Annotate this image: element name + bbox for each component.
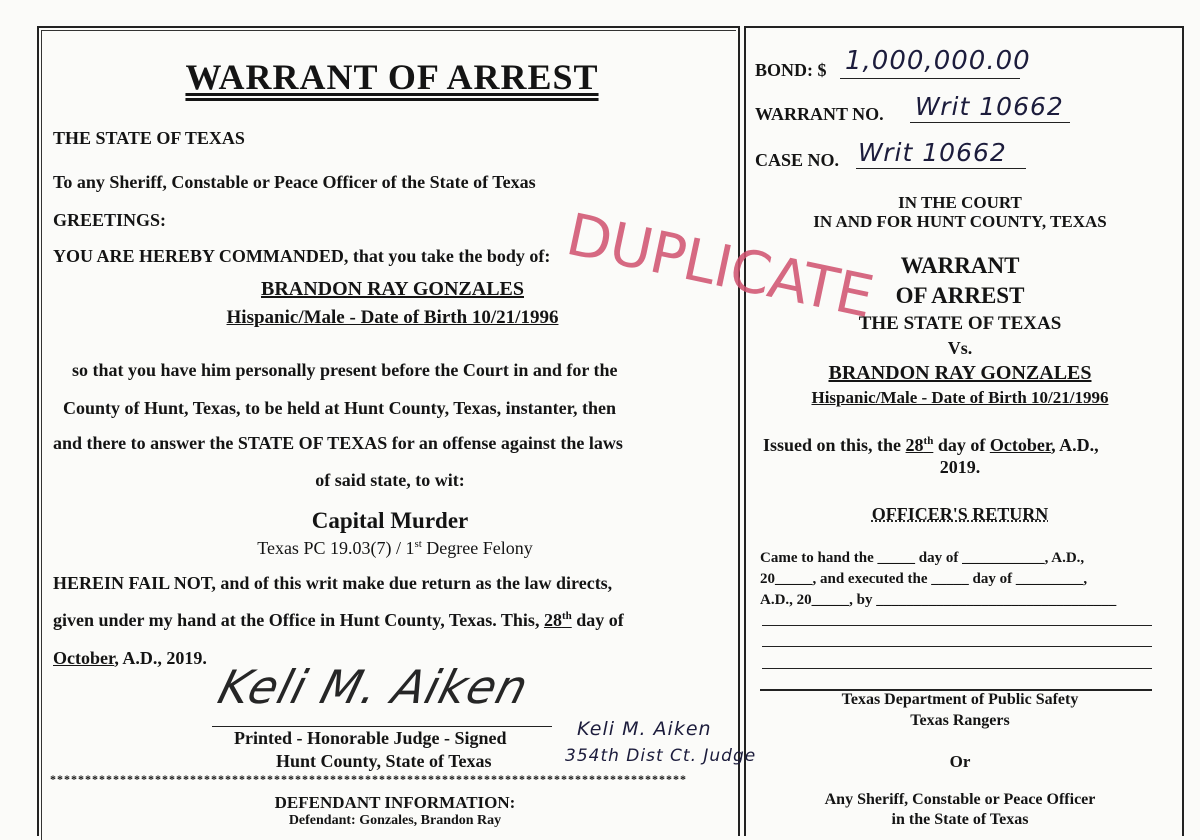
- commanded-line: YOU ARE HEREBY COMMANDED, that you take the body of:: [53, 246, 551, 266]
- star-divider: *******************************************************************************************: [50, 772, 687, 786]
- warrant-heading: WARRANT: [900, 253, 1020, 278]
- issued-line: Issued on this, the 28th day of October, A.D.,: [763, 435, 1099, 455]
- signature-line: [212, 726, 552, 727]
- court-line-2: IN AND FOR HUNT COUNTY, TEXAS: [813, 212, 1107, 231]
- offense: Capital Murder: [311, 508, 469, 533]
- court-line-1: IN THE COURT: [898, 193, 1022, 212]
- body-line-1: so that you have him personally present before the Court in and for the: [72, 360, 618, 380]
- warrant-no-underline: [910, 122, 1070, 123]
- state-of-texas: THE STATE OF TEXAS: [53, 128, 245, 148]
- dps-line-2: Texas Rangers: [910, 712, 1010, 729]
- defendant-info-line: Defendant: Gonzales, Brandon Ray: [288, 813, 502, 828]
- defendant-info-heading: DEFENDANT INFORMATION:: [274, 793, 516, 812]
- issued-year: 2019.: [939, 457, 981, 477]
- right-defendant-description: Hispanic/Male - Date of Birth 10/21/1996: [811, 388, 1109, 407]
- bond-underline: [840, 78, 1020, 79]
- dps-line-1: Texas Department of Public Safety: [841, 691, 1079, 708]
- printed-judge-name: Keli M. Aiken: [577, 718, 712, 740]
- bond-label: BOND: $: [755, 60, 827, 80]
- warrant-title: WARRANT OF ARREST: [185, 57, 599, 97]
- herein-fail-not: HEREIN FAIL NOT, and of this writ make due return as the law directs,: [53, 573, 613, 593]
- of-arrest-heading: OF ARREST: [895, 283, 1025, 308]
- body-line-2: County of Hunt, Texas, to be held at Hunt County, Texas, instanter, then: [63, 398, 616, 418]
- judge-title: 354th Dist Ct. Judge: [565, 746, 757, 766]
- return-blank-line-2: [762, 646, 1152, 647]
- duplicate-stamp: DUPLICATE: [560, 200, 879, 332]
- given-date: October, A.D., 2019.: [53, 648, 207, 668]
- warrant-no-label: WARRANT NO.: [755, 104, 884, 124]
- any-sheriff-line-2: in the State of Texas: [891, 811, 1029, 828]
- warrant-no-value: Writ 10662: [915, 92, 1064, 121]
- right-state-of-texas: THE STATE OF TEXAS: [858, 313, 1062, 334]
- hunt-county-label: Hunt County, State of Texas: [276, 751, 492, 771]
- case-no-label: CASE NO.: [755, 150, 840, 170]
- return-blank-line-3: [762, 668, 1152, 669]
- return-line-1: Came to hand the _____ day of ___________, A.D.,: [760, 550, 1085, 566]
- return-blank-line-1: [762, 625, 1152, 626]
- versus: Vs.: [947, 338, 973, 358]
- case-no-underline: [856, 168, 1026, 169]
- or-label: Or: [949, 752, 971, 771]
- to-any-officer-line: To any Sheriff, Constable or Peace Officer of the State of Texas: [53, 172, 536, 192]
- case-no-value: Writ 10662: [858, 138, 1007, 167]
- greetings: GREETINGS:: [53, 210, 167, 230]
- given-line: given under my hand at the Office in Hunt County, Texas. This, 28th day of: [53, 610, 624, 630]
- return-line-3: A.D., 20_____, by ________________________________: [760, 592, 1117, 608]
- right-defendant-name: BRANDON RAY GONZALES: [828, 362, 1092, 384]
- bond-value: 1,000,000.00: [845, 46, 1031, 76]
- body-line-3: and there to answer the STATE OF TEXAS for an offense against the laws: [53, 433, 623, 453]
- defendant-description: Hispanic/Male - Date of Birth 10/21/1996: [226, 307, 559, 328]
- printed-judge-label: Printed - Honorable Judge - Signed: [234, 728, 507, 748]
- body-line-4: of said state, to wit:: [315, 470, 465, 490]
- defendant-name: BRANDON RAY GONZALES: [260, 278, 524, 300]
- return-line-2: 20_____, and executed the _____ day of _________,: [760, 571, 1088, 587]
- judge-signature: Keli M. Aiken: [212, 660, 535, 714]
- any-sheriff-line-1: Any Sheriff, Constable or Peace Officer: [824, 791, 1096, 808]
- offense-code: Texas PC 19.03(7) / 1st Degree Felony: [257, 538, 533, 558]
- officers-return-heading: OFFICER'S RETURN: [871, 504, 1049, 524]
